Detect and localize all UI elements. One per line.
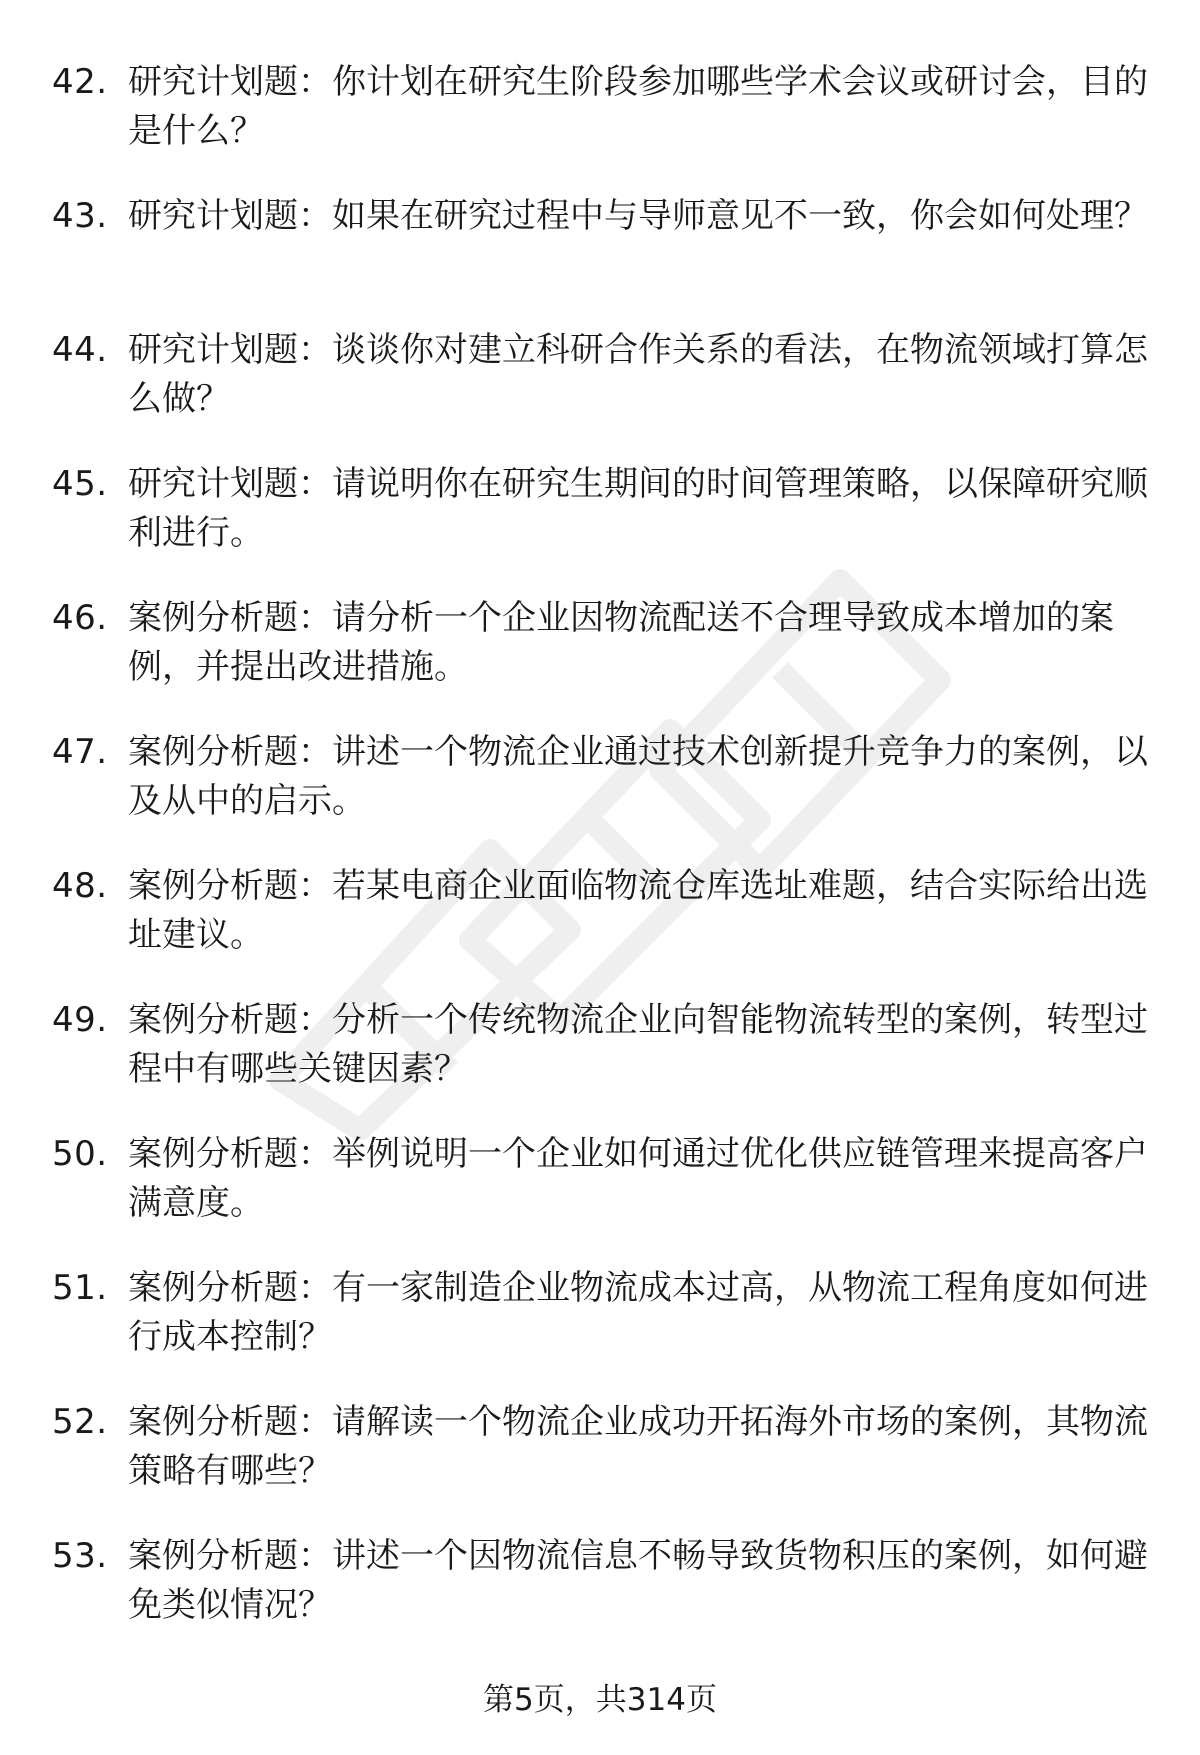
- question-number: 52.: [52, 1402, 108, 1442]
- question-number: 50.: [52, 1134, 108, 1174]
- list-item: [52, 728, 1152, 862]
- question-text: 案例分析题：分析一个传统物流企业向智能物流转型的案例，转型过程中有哪些关键因素？: [128, 1000, 1148, 1089]
- question-text: 研究计划题：如果在研究过程中与导师意见不一致，你会如何处理？: [128, 196, 1148, 236]
- question-text: 案例分析题：讲述一个物流企业通过技术创新提升竞争力的案例，以及从中的启示。: [128, 732, 1148, 821]
- question-text: 案例分析题：有一家制造企业物流成本过高，从物流工程角度如何进行成本控制？: [128, 1268, 1148, 1357]
- question-number: 53.: [52, 1536, 108, 1576]
- question-number: 42.: [52, 62, 108, 102]
- list-item: [52, 326, 1152, 460]
- list-item: [52, 192, 1152, 326]
- list-item: [52, 1398, 1152, 1532]
- question-text: 案例分析题：请解读一个物流企业成功开拓海外市场的案例，其物流策略有哪些？: [128, 1402, 1148, 1491]
- list-item: [52, 1532, 1152, 1666]
- list-item: [52, 862, 1152, 996]
- question-number: 49.: [52, 1000, 108, 1040]
- question-list: [52, 58, 1152, 1666]
- list-item: [52, 58, 1152, 192]
- question-text: 研究计划题：你计划在研究生阶段参加哪些学术会议或研讨会，目的是什么？: [128, 62, 1148, 151]
- list-item: [52, 594, 1152, 728]
- question-number: 43.: [52, 196, 108, 236]
- question-number: 48.: [52, 866, 108, 906]
- list-item: [52, 1264, 1152, 1398]
- list-item: [52, 460, 1152, 594]
- question-text: 案例分析题：若某电商企业面临物流仓库选址难题，结合实际给出选址建议。: [128, 866, 1148, 955]
- question-text: 案例分析题：举例说明一个企业如何通过优化供应链管理来提高客户满意度。: [128, 1134, 1148, 1223]
- question-number: 45.: [52, 464, 108, 504]
- page-footer: 第5页，共314页: [483, 1682, 717, 1718]
- question-text: 案例分析题：请分析一个企业因物流配送不合理导致成本增加的案例，并提出改进措施。: [128, 598, 1114, 687]
- question-number: 44.: [52, 330, 108, 370]
- list-item: [52, 996, 1152, 1130]
- question-text: 研究计划题：谈谈你对建立科研合作关系的看法，在物流领域打算怎么做？: [128, 330, 1148, 419]
- question-text: 案例分析题：讲述一个因物流信息不畅导致货物积压的案例，如何避免类似情况？: [128, 1536, 1148, 1625]
- question-number: 47.: [52, 732, 108, 772]
- list-item: [52, 1130, 1152, 1264]
- question-text: 研究计划题：请说明你在研究生期间的时间管理策略，以保障研究顺利进行。: [128, 464, 1148, 553]
- question-number: 46.: [52, 598, 108, 638]
- question-number: 51.: [52, 1268, 108, 1308]
